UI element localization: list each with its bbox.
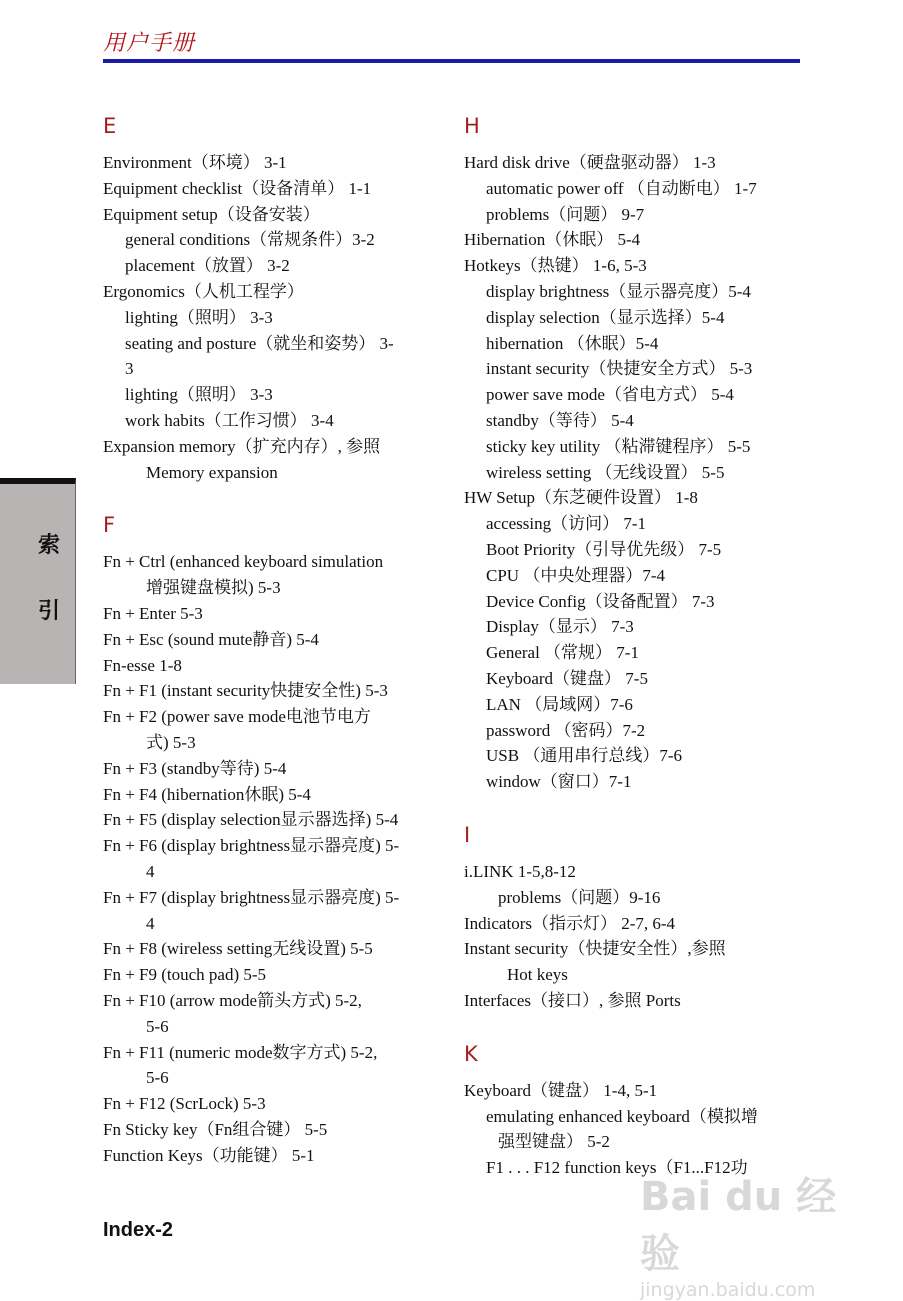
index-subentry: General （常规） 7-1 (486, 643, 639, 663)
index-letter-heading: K (464, 1041, 478, 1066)
index-subentry: Device Config（设备配置） 7-3 (486, 591, 715, 611)
index-entry: Fn + Enter 5-3 (103, 603, 203, 623)
index-subentry: LAN （局域网）7-6 (486, 694, 633, 714)
index-subentry: work habits（工作习惯） 3-4 (125, 410, 334, 430)
index-subentry: F1 . . . F12 function keys（F1...F12功 (486, 1158, 748, 1178)
index-subentry: password （密码）7-2 (486, 720, 646, 740)
side-tab-char: 索 (38, 533, 61, 558)
index-entry: Fn + F12 (ScrLock) 5-3 (103, 1094, 266, 1114)
header-rule (103, 59, 800, 63)
section-gap (103, 485, 443, 509)
index-entry: Fn-esse 1-8 (103, 655, 182, 675)
index-subentry: Boot Priority（引导优先级） 7-5 (486, 539, 722, 559)
index-subentry: Keyboard（键盘） 7-5 (486, 668, 648, 688)
index-column-right (464, 110, 804, 1181)
index-entry: Ergonomics（人机工程学） (103, 281, 304, 301)
index-entry: HW Setup（东芝硬件设置） 1-8 (464, 488, 698, 508)
index-subentry: placement（放置） 3-2 (125, 256, 290, 276)
index-entry: Fn + F4 (hibernation休眠) 5-4 (103, 784, 311, 804)
index-subentry: Memory expansion (146, 462, 278, 482)
index-subentry: power save mode（省电方式） 5-4 (486, 385, 734, 405)
index-subentry: display brightness（显示器亮度）5-4 (486, 281, 751, 301)
index-entry: Fn + F6 (display brightness显示器亮度) 5- (103, 836, 400, 856)
index-entry: Fn + F9 (touch pad) 5-5 (103, 965, 267, 985)
index-entry: Environment（环境） 3-1 (103, 153, 287, 172)
index-subentry: 4 (146, 913, 155, 933)
index-entry: Fn + Esc (sound mute静音) 5-4 (103, 629, 319, 649)
index-subentry: lighting（照明） 3-3 (125, 385, 273, 405)
index-subentry: 3 (125, 359, 134, 379)
index-entry: Fn + F10 (arrow mode箭头方式) 5-2, (103, 990, 362, 1010)
index-subentry: standby（等待） 5-4 (486, 410, 634, 430)
index-subentry: CPU （中央处理器）7-4 (486, 565, 665, 585)
index-entry: Fn + Ctrl (enhanced keyboard simulation (103, 552, 384, 572)
index-subentry: display selection（显示选择）5-4 (486, 307, 725, 327)
index-entry: Hibernation（休眠） 5-4 (464, 230, 641, 250)
index-entry: Function Keys（功能键） 5-1 (103, 1145, 315, 1165)
index-subentry: accessing（访问） 7-1 (486, 514, 647, 534)
watermark-site: jingyan.baidu.com (640, 1279, 816, 1301)
index-subentry: 5-6 (146, 1016, 169, 1036)
index-entry: Instant security（快捷安全性）,参照 (464, 939, 726, 959)
index-subentry: USB （通用串行总线）7-6 (486, 746, 682, 766)
index-entry: Fn Sticky key（Fn组合键） 5-5 (103, 1119, 328, 1139)
watermark-logo: Bai du 经验 (640, 1174, 837, 1277)
index-entry: Expansion memory（扩充内存）, 参照 (103, 436, 381, 456)
index-entry: Fn + F8 (wireless setting无线设置) 5-5 (103, 939, 373, 959)
index-subentry: hibernation （休眠）5-4 (486, 333, 659, 353)
section-gap (464, 795, 804, 819)
index-subentry: problems（问题） 9-7 (486, 204, 645, 224)
index-entry: Fn + F1 (instant security快捷安全性) 5-3 (103, 681, 388, 701)
index-subentry: lighting（照明） 3-3 (125, 307, 273, 327)
index-entry: Fn + F3 (standby等待) 5-4 (103, 758, 287, 778)
index-letter-heading: F (103, 513, 116, 538)
index-subentry: window（窗口）7-1 (486, 772, 632, 792)
index-entry: Equipment checklist（设备清单） 1-1 (103, 178, 372, 198)
index-subentry: 强型键盘） 5-2 (498, 1132, 610, 1152)
index-entry: Interfaces（接口）, 参照 Ports (464, 990, 681, 1010)
index-subentry: general conditions（常规条件）3-2 (125, 230, 375, 250)
index-entry: Fn + F5 (display selection显示器选择) 5-4 (103, 810, 399, 830)
index-column-left (103, 110, 443, 1168)
index-subentry: problems（问题）9-16 (498, 887, 661, 907)
index-subentry: 式) 5-3 (146, 732, 196, 752)
index-entry: Indicators（指示灯） 2-7, 6-4 (464, 913, 676, 933)
index-entry: Hard disk drive（硬盘驱动器） 1-3 (464, 153, 716, 172)
index-letter-heading: I (464, 822, 471, 847)
index-subentry: wireless setting （无线设置） 5-5 (486, 462, 725, 482)
index-entry: i.LINK 1-5,8-12 (464, 861, 576, 881)
index-subentry: 5-6 (146, 1068, 169, 1088)
index-entry: Fn + F11 (numeric mode数字方式) 5-2, (103, 1042, 378, 1062)
section-gap (464, 1014, 804, 1038)
index-subentry: sticky key utility （粘滞键程序） 5-5 (486, 436, 751, 456)
index-subentry: 增强键盘模拟) 5-3 (146, 578, 281, 598)
index-letter-heading: H (464, 114, 480, 138)
baidu-watermark (640, 1165, 850, 1301)
index-subentry: Display（显示） 7-3 (486, 617, 634, 637)
index-subentry: Hot keys (507, 965, 568, 985)
index-side-tab (0, 478, 76, 684)
page-header-title: 用户手册 (103, 31, 196, 56)
page-number: Index-2 (103, 1219, 174, 1241)
index-subentry: instant security（快捷安全方式） 5-3 (486, 359, 753, 379)
side-tab-char: 引 (38, 599, 61, 624)
index-entry: Hotkeys（热键） 1-6, 5-3 (464, 256, 647, 276)
index-entry: Fn + F2 (power save mode电池节电方 (103, 707, 371, 727)
index-subentry: seating and posture（就坐和姿势） 3- (125, 333, 394, 353)
index-entry: Keyboard（键盘） 1-4, 5-1 (464, 1080, 658, 1100)
index-letter-heading: E (103, 114, 117, 138)
index-subentry: 4 (146, 861, 155, 881)
index-entry: Fn + F7 (display brightness显示器亮度) 5- (103, 887, 400, 907)
index-entry: Equipment setup（设备安装） (103, 204, 320, 224)
index-subentry: emulating enhanced keyboard（模拟增 (486, 1106, 758, 1126)
index-subentry: automatic power off （自动断电） 1-7 (486, 178, 757, 198)
